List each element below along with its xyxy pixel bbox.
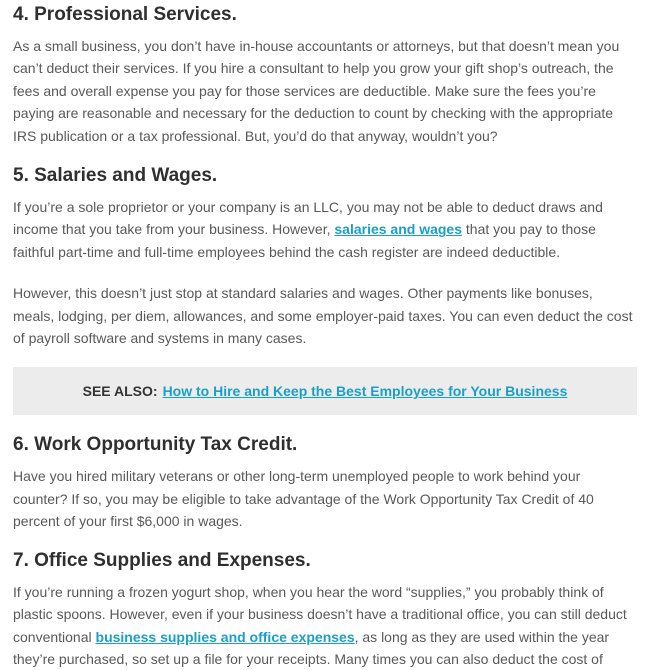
- salaries-and-wages-link[interactable]: salaries and wages: [334, 221, 463, 238]
- section-heading-professional-services: 4. Professional Services.: [13, 4, 237, 25]
- section-heading-office-supplies: 7. Office Supplies and Expenses.: [13, 549, 311, 571]
- article-body: [0, 3, 650, 670]
- section-paragraph: [13, 196, 637, 263]
- section-paragraph: However, this doesn’t just stop at standard salaries and wages. Other payments like bonuses, meals, lodging, per diem, allowances, and some employer-paid taxes. You can even deduct the cost of payroll software and systems in many cases.: [13, 285, 633, 347]
- section-heading-work-opportunity: 6. Work Opportunity Tax Credit.: [13, 434, 298, 456]
- paragraph-text: If you’re running a frozen yogurt shop, when you hear the word “supplies,” you probably think of plastic spoons. However, even if your business doesn’t have a traditional office, you can still deduct conventional: [13, 583, 627, 645]
- section-paragraph: Have you hired military veterans or other long-term unemployed people to work behind your counter? If so, you may be eligible to take advantage of the Work Opportunity Tax Credit of 40 percent of your first $6,000 in wages.: [13, 468, 594, 530]
- paragraph-text: If you’re a sole proprietor or your company is an LLC, you may not be able to deduct draws and income that you take from your business. However,: [13, 199, 603, 238]
- section-paragraph: [13, 581, 637, 670]
- see-also-label: SEE ALSO:: [82, 383, 158, 400]
- paragraph-text: that you pay to those faithful part-time and full-time employees behind the cash register are indeed deductible.: [13, 221, 596, 260]
- section-paragraph: As a small business, you don’t have in-house accountants or attorneys, but that doesn’t mean you can’t deduct their services. If you hire a consultant to help you grow your gift shop’s outreach, the fees and overall expense you pay for those services are deductible. Make sure the fees you’re paying are reasonable and necessary for the deduction to count by checking with the appropriate IRS publication or a tax professional. But, you’d do that anyway, wouldn’t you?: [13, 38, 620, 144]
- section-heading-salaries-wages: 5. Salaries and Wages.: [13, 165, 218, 187]
- see-also-box: [13, 367, 637, 415]
- see-also-link[interactable]: How to Hire and Keep the Best Employees for Your Business: [162, 383, 568, 400]
- paragraph-text: , as long as they are used within the year they’re purchased, so set up a file for your receipts. Many times you can also deduct the cost of: [13, 628, 610, 667]
- business-supplies-link[interactable]: business supplies and office expenses: [95, 628, 355, 645]
